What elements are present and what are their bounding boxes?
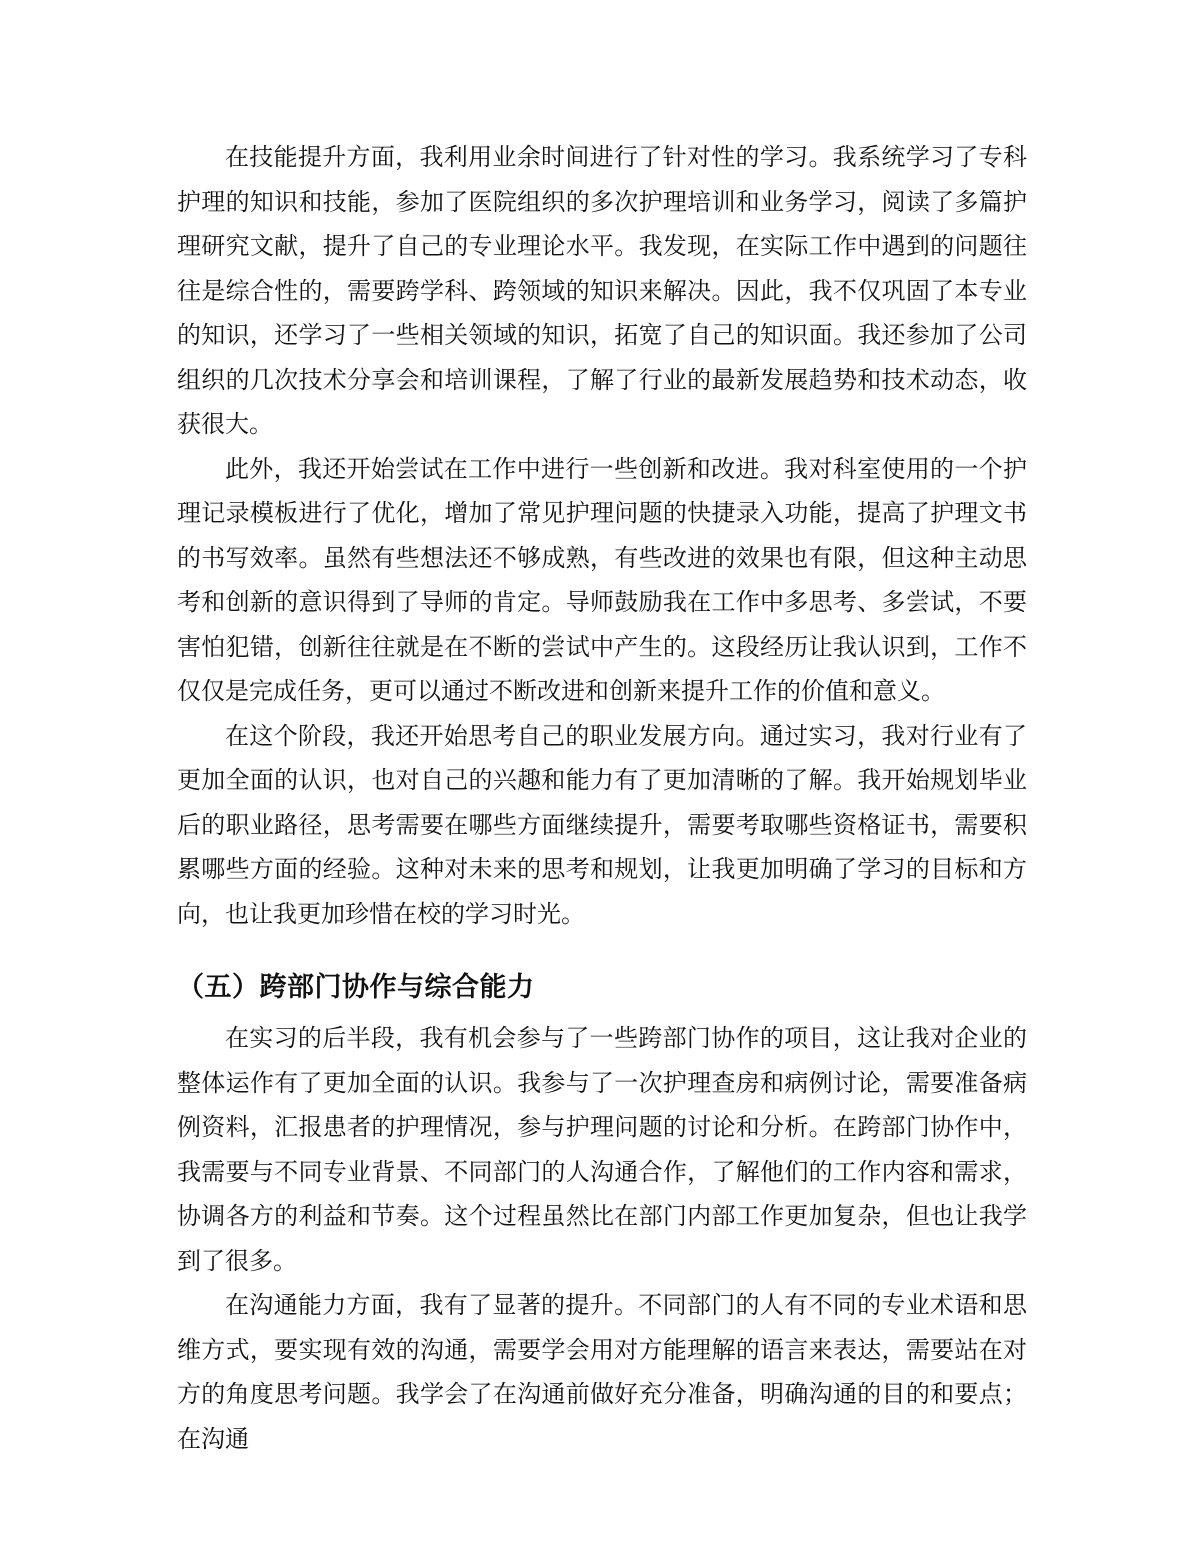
paragraph-cross-department: 在实习的后半段，我有机会参与了一些跨部门协作的项目，这让我对企业的整体运作有了更加全面的认识。我参与了一次护理查房和病例讨论，需要准备病例资料，汇报患者的护理情况，参与护理问题的讨论和分析。在跨部门协作中，我需要与不同专业背景、不同部门的人沟通合作，了解他们的工作内容和需求，协调各方的利益和节奏。这个过程虽然比在部门内部工作更加复杂，但也让我学到了很多。 — [177, 1024, 1027, 1275]
body-section-skills — [177, 135, 1027, 936]
paragraph-communication: 在沟通能力方面，我有了显著的提升。不同部门的人有不同的专业术语和思维方式，要实现有效的沟通，需要学会用对方能理解的语言来表达，需要站在对方的角度思考问题。我学会了在沟通前做好充分准备，明确沟通的目的和要点；在沟通 — [177, 1291, 1027, 1453]
paragraph-innovation: 此外，我还开始尝试在工作中进行一些创新和改进。我对科室使用的一个护理记录模板进行了优化，增加了常见护理问题的快捷录入功能，提高了护理文书的书写效率。虽然有些想法还不够成熟，有些改进的效果也有限，但这种主动思考和创新的意识得到了导师的肯定。导师鼓励我在工作中多思考、多尝试，不要害怕犯错，创新往往就是在不断的尝试中产生的。这段经历让我认识到，工作不仅仅是完成任务，更可以通过不断改进和创新来提升工作的价值和意义。 — [177, 454, 1027, 705]
section-heading: （五）跨部门协作与综合能力 — [177, 972, 535, 1003]
paragraph-career-planning: 在这个阶段，我还开始思考自己的职业发展方向。通过实习，我对行业有了更加全面的认识，也对自己的兴趣和能力有了更加清晰的了解。我开始规划毕业后的职业路径，思考需要在哪些方面继续提升，需要考取哪些资格证书，需要积累哪些方面的经验。这种对未来的思考和规划，让我更加明确了学习的目标和方向，也让我更加珍惜在校的学习时光。 — [177, 721, 1027, 928]
document-body — [177, 135, 1027, 1461]
body-section-collaboration — [177, 1016, 1027, 1461]
paragraph-skill-improvement: 在技能提升方面，我利用业余时间进行了针对性的学习。我系统学习了专科护理的知识和技能，参加了医院组织的多次护理培训和业务学习，阅读了多篇护理研究文献，提升了自己的专业理论水平。我发现，在实际工作中遇到的问题往往是综合性的，需要跨学科、跨领域的知识来解决。因此，我不仅巩固了本专业的知识，还学习了一些相关领域的知识，拓宽了自己的知识面。我还参加了公司组织的几次技术分享会和培训课程，了解了行业的最新发展趋势和技术动态，收获很大。 — [177, 143, 1027, 438]
